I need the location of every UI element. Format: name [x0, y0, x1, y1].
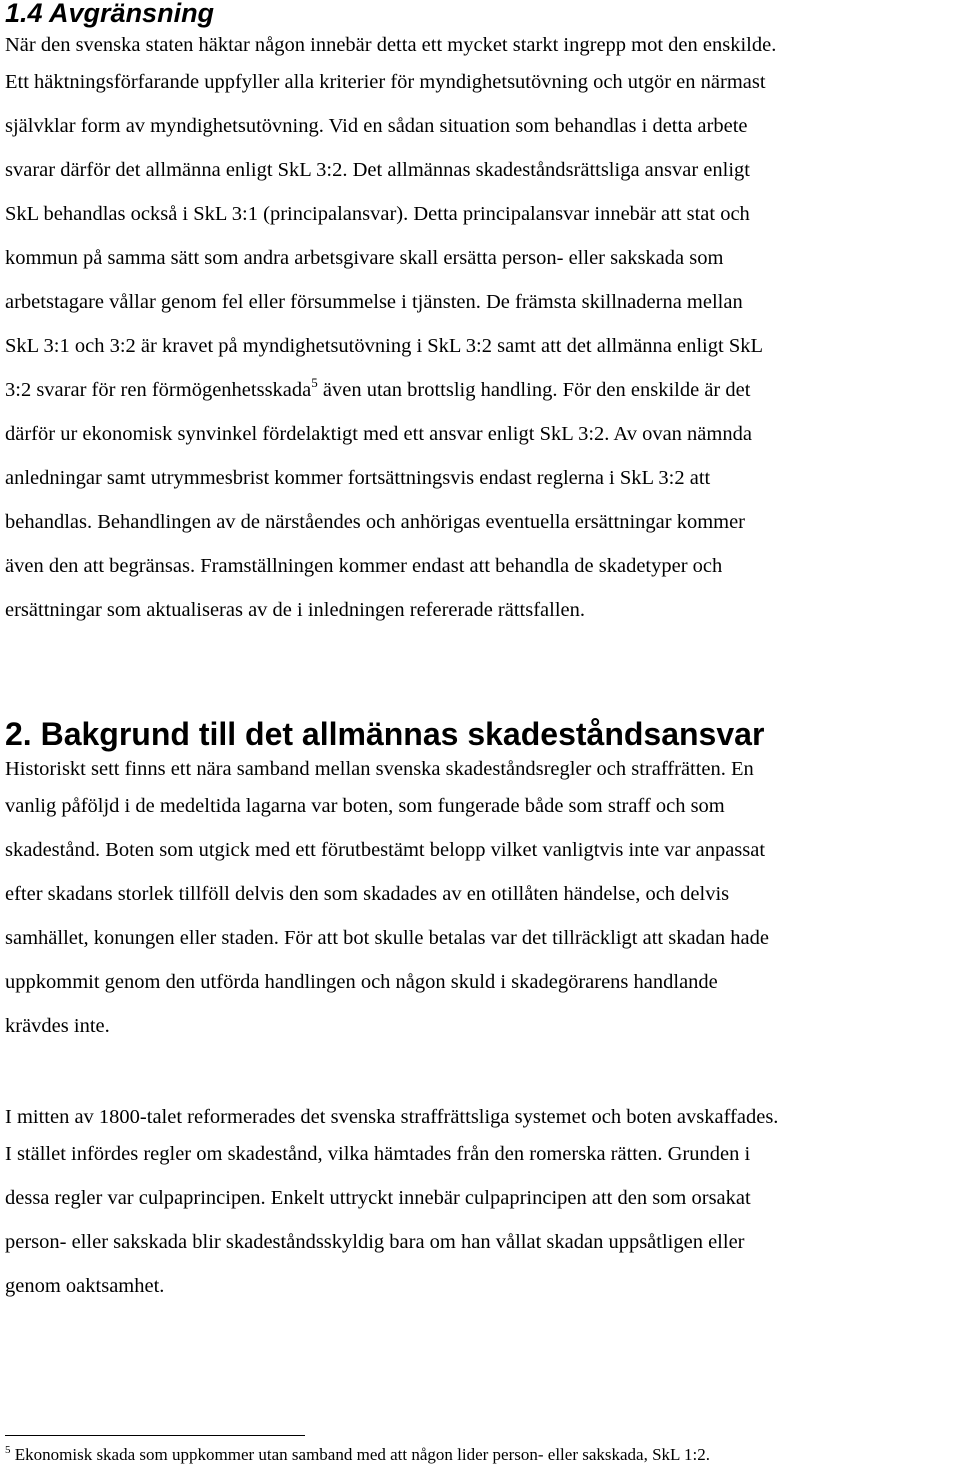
text-line-with-footnote — [5, 368, 776, 412]
section-1-4-paragraph — [5, 30, 776, 632]
text-line: När den svenska staten häktar någon innebär detta ett mycket starkt ingrepp mot den enskilde. — [5, 34, 777, 56]
text-line: självklar form av myndighetsutövning. Vid en sådan situation som behandlas i detta arbete — [5, 115, 748, 137]
text-line: Ett häktningsförfarande uppfyller alla kriterier för myndighetsutövning och utgör en närmast — [5, 71, 766, 93]
text-line: I mitten av 1800-talet reformerades det svenska straffrättsliga systemet och boten avskaffades. — [5, 1106, 779, 1128]
text-segment: 3:2 svarar för ren förmögenhetsskada — [5, 379, 312, 401]
section-2-paragraph-2 — [5, 1102, 778, 1308]
text-line: anledningar samt utrymmesbrist kommer fortsättningsvis endast reglerna i SkL 3:2 att — [5, 467, 711, 489]
text-line: krävdes inte. — [5, 1015, 110, 1037]
text-line: behandlas. Behandlingen av de närståendes och anhörigas eventuella ersättningar kommer — [5, 511, 746, 533]
text-line: SkL 3:1 och 3:2 är kravet på myndighetsutövning i SkL 3:2 samt att det allmänna enligt SkL — [5, 335, 763, 357]
text-line: Historiskt sett finns ett nära samband mellan svenska skadeståndsregler och straffrätten. En — [5, 758, 754, 780]
section-heading-1-4: 1.4 Avgränsning — [5, 0, 215, 28]
footnote-number: 5 — [5, 1444, 11, 1456]
text-line: uppkommit genom den utförda handlingen och någon skuld i skadegörarens handlande — [5, 971, 718, 993]
footnote — [5, 1444, 710, 1466]
footnote-text: Ekonomisk skada som uppkommer utan samband med att någon lider person- eller sakskada, SkL 1:2. — [10, 1445, 711, 1464]
section-2-paragraph-1 — [5, 754, 769, 1048]
text-segment: även utan brottslig handling. För den enskilde är det — [317, 379, 751, 401]
text-line: ersättningar som aktualiseras av de i inledningen refererade rättsfallen. — [5, 599, 586, 621]
text-line: SkL behandlas också i SkL 3:1 (principalansvar). Detta principalansvar innebär att stat och — [5, 203, 750, 225]
text-line: I stället infördes regler om skadestånd, vilka hämtades från den romerska rätten. Grunden i — [5, 1143, 751, 1165]
text-line: dessa regler var culpaprincipen. Enkelt uttryckt innebär culpaprincipen att den som orsakat — [5, 1187, 751, 1209]
text-line: kommun på samma sätt som andra arbetsgivare skall ersätta person- eller sakskada som — [5, 247, 724, 269]
text-line: genom oaktsamhet. — [5, 1275, 165, 1297]
text-line: vanlig påföljd i de medeltida lagarna var boten, som fungerade både som straff och som — [5, 795, 725, 817]
text-line: samhället, konungen eller staden. För att bot skulle betalas var det tillräckligt att skadan hade — [5, 927, 769, 949]
text-line: efter skadans storlek tillföll delvis den som skadades av en otillåten händelse, och delvis — [5, 883, 730, 905]
section-heading-2: 2. Bakgrund till det allmännas skadeståndsansvar — [5, 716, 765, 752]
text-line: även den att begränsas. Framställningen kommer endast att behandla de skadetyper och — [5, 555, 723, 577]
text-line: svarar därför det allmänna enligt SkL 3:2. Det allmännas skadeståndsrättsliga ansvar enligt — [5, 159, 750, 181]
text-line: arbetstagare vållar genom fel eller försummelse i tjänsten. De främsta skillnaderna mellan — [5, 291, 743, 313]
text-line: person- eller sakskada blir skadeståndsskyldig bara om han vållat skadan uppsåtligen eller — [5, 1231, 745, 1253]
footnote-reference[interactable]: 5 — [311, 375, 318, 390]
text-line: därför ur ekonomisk synvinkel fördelaktigt med ett ansvar enligt SkL 3:2. Av ovan nämnda — [5, 423, 752, 445]
text-line: skadestånd. Boten som utgick med ett förutbestämt belopp vilket vanligtvis inte var anpassat — [5, 839, 766, 861]
footnote-divider — [5, 1435, 305, 1436]
